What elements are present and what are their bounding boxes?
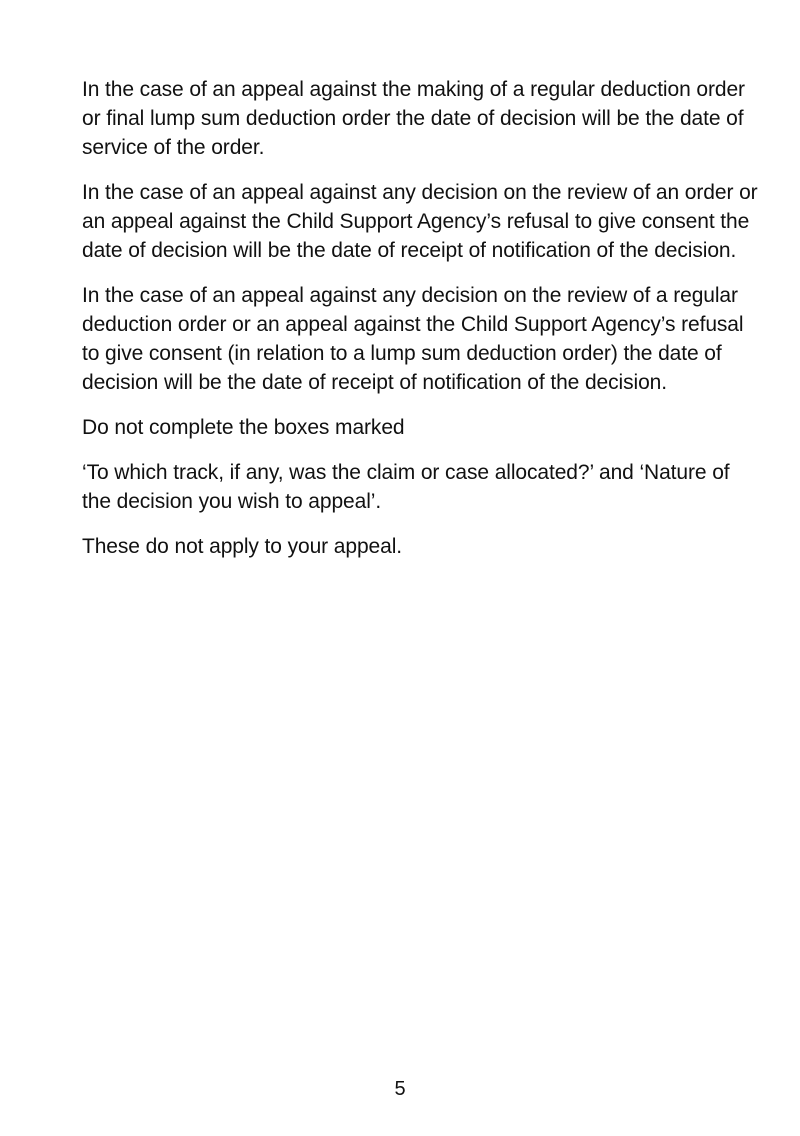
body-text [82, 75, 762, 577]
paragraph-do-not-complete: Do not complete the boxes marked [82, 416, 405, 439]
paragraph-not-apply: These do not apply to your appeal. [82, 535, 402, 558]
paragraph-boxes-marked: ‘To which track, if any, was the claim or case allocated?’ and ‘Nature of the decision you wish to appeal’. [82, 461, 730, 513]
paragraph-review-regular-deduction-order: In the case of an appeal against any decision on the review of a regular deduction order or an appeal against the Child Support Agency’s refusal to give consent (in relation to a lump sum deduction order) the date of decision will be the date of receipt of notification of the decision. [82, 284, 744, 394]
paragraph-regular-deduction-order: In the case of an appeal against the making of a regular deduction order or final lump sum deduction order the date of decision will be the date of service of the order. [82, 78, 745, 159]
paragraph-review-of-order: In the case of an appeal against any decision on the review of an order or an appeal against the Child Support Agency’s refusal to give consent the date of decision will be the date of receipt of notification of the decision. [82, 181, 758, 262]
page-number: 5 [394, 1078, 406, 1100]
